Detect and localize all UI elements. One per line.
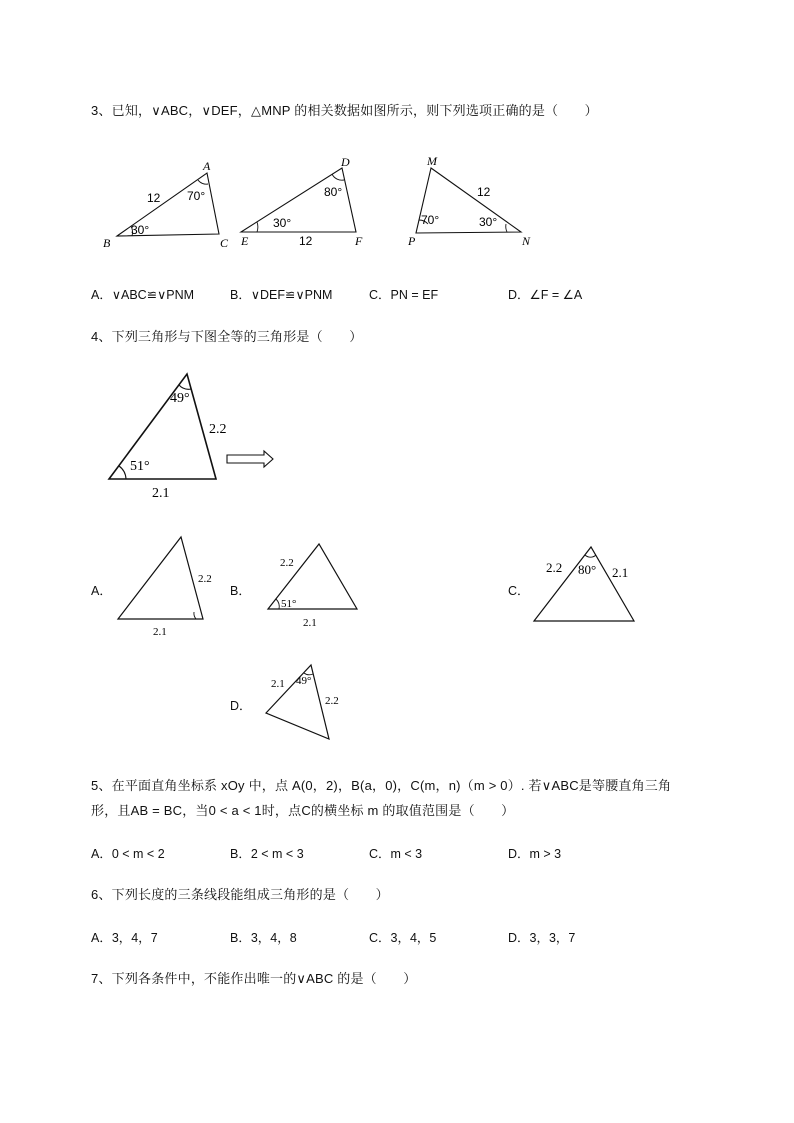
double-arrow-icon [227,451,273,467]
opt-a-side-bottom: 2.1 [153,626,167,638]
main-side-bottom: 2.1 [152,486,170,501]
q4-option-c-figure[interactable] [530,542,650,627]
angle-e: 30° [273,216,292,230]
label-f: F [355,234,363,248]
opt-a-side-right: 2.2 [198,573,212,585]
opt-c-angle: 80° [578,562,597,577]
angle-n: 30° [479,215,498,229]
q4-option-d-figure[interactable] [262,660,362,745]
opt-d-side-right: 2.2 [325,695,339,707]
q4-main-figure [100,365,300,505]
q5-option-c[interactable]: C．m < 3 [369,847,423,861]
side-ef: 12 [299,234,313,248]
main-angle-left: 51° [130,459,150,474]
label-b: B [103,236,111,250]
opt-c-side-right: 2.1 [612,565,629,580]
main-angle-top: 49° [170,391,190,406]
q4-option-a-label[interactable]: A． [91,584,112,598]
q5-stem-line2: 形，且AB = BC，当0 < a < 1时，点C的横坐标 m 的取值范围是（ ） [91,803,515,818]
opt-d-side-left: 2.1 [271,678,285,690]
q4-stem: 4、下列三角形与下图全等的三角形是（ ） [91,329,363,344]
triangle-abc [103,159,229,250]
angle-d: 80° [324,185,343,199]
q3-option-b[interactable]: B．∨DEF≌∨PNM [230,288,333,302]
q7-stem: 7、下列各条件中，不能作出唯一的∨ABC 的是（ ） [91,971,417,986]
q5-stem-line1: 5、在平面直角坐标系 xOy 中，点 A(0，2)，B(a，0)，C(m，n)（m > 0）. 若∨ABC是等腰直角三角 [91,778,672,793]
q6-option-a[interactable]: A．3，4，7 [91,931,158,945]
label-d: D [341,155,350,169]
label-a: A [203,159,211,173]
opt-b-side-bottom: 2.1 [303,617,317,629]
q5-option-d[interactable]: D．m > 3 [508,847,562,861]
q6-option-b[interactable]: B．3，4，8 [230,931,297,945]
label-p: P [408,234,416,248]
q3-stem: 3、已知，∨ABC，∨DEF，△MNP 的相关数据如图所示，则下列选项正确的是（ ） [91,103,598,118]
q6-stem: 6、下列长度的三条线段能组成三角形的是（ ） [91,887,389,902]
side-mn: 12 [477,185,491,199]
opt-d-angle: 49° [296,675,312,687]
q6-option-d[interactable]: D．3，3，7 [508,931,576,945]
q5-option-b[interactable]: B．2 < m < 3 [230,847,304,861]
opt-b-angle: 51° [281,598,297,610]
q5-option-a[interactable]: A．0 < m < 2 [91,847,165,861]
q4-option-d-label[interactable]: D． [230,699,252,713]
q3-option-c[interactable]: C．PN = EF [369,288,439,302]
angle-a: 70° [187,189,206,203]
q3-option-d[interactable]: D．∠F = ∠A [508,288,583,302]
label-m: M [427,154,437,168]
q4-option-a-figure[interactable] [112,532,222,642]
q3-option-a[interactable]: A．∨ABC≌∨PNM [91,288,195,302]
label-c: C [220,236,229,250]
triangle-def [240,155,363,248]
q4-option-b-label[interactable]: B． [230,584,251,598]
opt-b-side-left: 2.2 [280,557,294,569]
side-ab: 12 [147,191,161,205]
opt-c-side-left: 2.2 [546,560,563,575]
label-e: E [241,234,249,248]
triangle-mnp [407,154,531,248]
angle-b: 30° [131,223,150,237]
q3-figure [95,150,695,250]
q4-option-c-label[interactable]: C． [508,584,530,598]
q6-option-c[interactable]: C．3，4，5 [369,931,437,945]
angle-p: 70° [421,213,440,227]
q4-option-b-figure[interactable] [262,540,372,635]
label-n: N [522,234,531,248]
main-side-right: 2.2 [209,422,227,437]
